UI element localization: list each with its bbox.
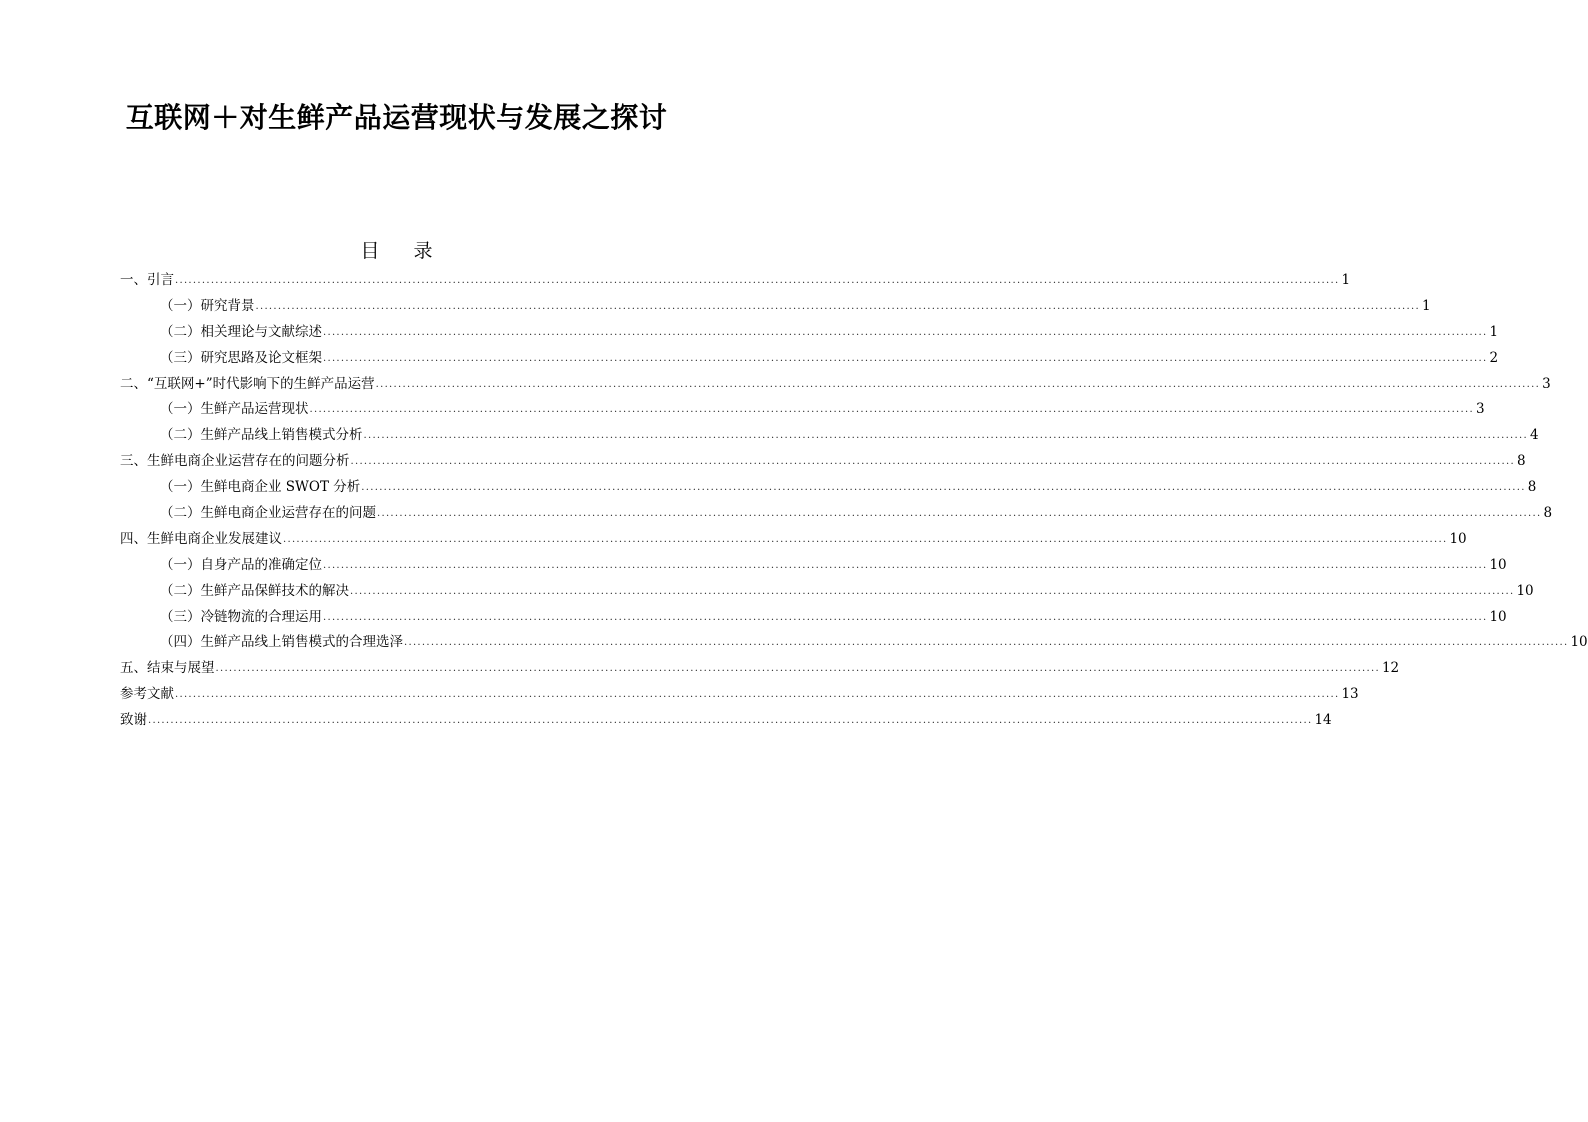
table-of-contents xyxy=(120,268,1588,734)
toc-entry-page: 10 xyxy=(1449,530,1467,547)
toc-entry[interactable] xyxy=(120,630,1588,656)
toc-entry-page: 14 xyxy=(1314,712,1332,729)
toc-entry-page: 3 xyxy=(1542,375,1551,392)
toc-entry[interactable] xyxy=(120,527,1467,553)
toc-dot-leader: .................................................................................................................................................................................................................................................................... xyxy=(404,637,1569,649)
toc-entry-page: 8 xyxy=(1527,479,1537,496)
toc-dot-leader: .................................................................................................................................................................................................................................................................... xyxy=(323,352,1488,364)
toc-entry-label: 研究背景 xyxy=(200,297,255,314)
toc-entry[interactable] xyxy=(120,579,1534,605)
toc-entry-number: （二） xyxy=(160,505,201,522)
toc-entry-page: 1 xyxy=(1341,272,1351,288)
toc-entry-number: 三、 xyxy=(120,453,147,470)
toc-entry-page: 2 xyxy=(1489,349,1499,366)
toc-entry-label: “互联网+”时代影响下的生鲜产品运营 xyxy=(147,375,375,392)
toc-entry-page: 3 xyxy=(1475,401,1485,418)
toc-entry-number: （二） xyxy=(160,427,201,444)
toc-entry-number: 二、 xyxy=(120,375,147,392)
toc-dot-leader: .................................................................................................................................................................................................................................................................... xyxy=(255,300,1420,312)
toc-entry-number: （一） xyxy=(160,401,201,418)
toc-entry-label: 自身产品的准确定位 xyxy=(200,556,322,573)
toc-entry[interactable] xyxy=(120,423,1539,449)
toc-entry[interactable] xyxy=(120,708,1332,734)
toc-entry[interactable] xyxy=(120,372,1551,398)
toc-entry[interactable] xyxy=(120,682,1359,708)
toc-dot-leader: .................................................................................................................................................................................................................................................................... xyxy=(323,326,1488,338)
toc-entry[interactable] xyxy=(120,294,1431,320)
toc-entry-label: 研究思路及论文框架 xyxy=(200,349,322,366)
toc-entry-page: 10 xyxy=(1489,608,1507,625)
toc-entry-number: 一、 xyxy=(120,272,147,288)
toc-dot-leader: .................................................................................................................................................................................................................................................................... xyxy=(361,482,1526,494)
toc-entry-page: 10 xyxy=(1489,556,1507,573)
toc-entry-page: 13 xyxy=(1341,686,1359,703)
toc-dot-leader: .................................................................................................................................................................................................................................................................... xyxy=(323,559,1488,571)
toc-entry[interactable] xyxy=(120,656,1400,682)
toc-entry[interactable] xyxy=(120,475,1537,501)
toc-entry-page: 8 xyxy=(1516,453,1526,470)
toc-entry-page: 12 xyxy=(1381,660,1400,677)
toc-entry-label: 生鲜电商企业 SWOT 分析 xyxy=(200,479,361,496)
toc-entry-label: 相关理论与文献综述 xyxy=(200,323,322,340)
toc-dot-leader: .................................................................................................................................................................................................................................................................... xyxy=(350,585,1515,597)
toc-dot-leader: .................................................................................................................................................................................................................................................................... xyxy=(175,689,1340,701)
toc-entry-number: （二） xyxy=(160,323,201,340)
toc-entry[interactable] xyxy=(120,346,1499,372)
toc-entry-label: 参考文献 xyxy=(120,686,174,703)
toc-entry[interactable] xyxy=(120,605,1507,631)
toc-entry-number: （一） xyxy=(160,556,201,573)
toc-entry-page: 10 xyxy=(1570,634,1588,651)
toc-entry-page: 1 xyxy=(1421,297,1431,314)
toc-dot-leader: .................................................................................................................................................................................................................................................................... xyxy=(363,430,1528,442)
toc-entry-number: （一） xyxy=(160,479,201,496)
toc-entry-number: （四） xyxy=(160,634,201,651)
document-title: 互联网＋对生鲜产品运营现状与发展之探讨 xyxy=(125,101,668,134)
toc-dot-leader: .................................................................................................................................................................................................................................................................... xyxy=(148,715,1313,727)
toc-entry-number: （三） xyxy=(160,608,201,625)
toc-dot-leader: .................................................................................................................................................................................................................................................................... xyxy=(175,275,1340,286)
toc-entry-page: 10 xyxy=(1516,582,1534,599)
toc-dot-leader: .................................................................................................................................................................................................................................................................... xyxy=(377,508,1542,520)
toc-heading: 目 录 xyxy=(360,240,447,262)
toc-entry[interactable] xyxy=(120,449,1526,475)
toc-entry-number: 五、 xyxy=(120,660,147,677)
toc-entry-page: 8 xyxy=(1543,505,1553,522)
toc-dot-leader: .................................................................................................................................................................................................................................................................... xyxy=(309,404,1474,416)
toc-entry-label: 生鲜电商企业运营存在的问题 xyxy=(200,505,376,522)
toc-dot-leader: .................................................................................................................................................................................................................................................................... xyxy=(283,533,1448,545)
toc-entry-label: 生鲜电商企业发展建议 xyxy=(147,530,282,547)
toc-entry[interactable] xyxy=(120,320,1499,346)
toc-entry-label: 生鲜电商企业运营存在的问题分析 xyxy=(147,453,350,470)
toc-entry-label: 生鲜产品运营现状 xyxy=(200,401,309,418)
toc-entry-label: 冷链物流的合理运用 xyxy=(200,608,322,625)
toc-dot-leader: .................................................................................................................................................................................................................................................................... xyxy=(323,611,1488,623)
toc-entry-label: 致谢 xyxy=(120,712,147,729)
toc-entry[interactable] xyxy=(120,268,1351,294)
toc-entry[interactable] xyxy=(120,501,1553,527)
toc-entry-number: （三） xyxy=(160,349,201,366)
toc-entry-label: 结束与展望 xyxy=(147,660,215,677)
toc-dot-leader: .................................................................................................................................................................................................................................................................... xyxy=(215,663,1380,675)
toc-entry-label: 生鲜产品线上销售模式分析 xyxy=(200,427,363,444)
toc-entry-number: （一） xyxy=(160,297,201,314)
toc-dot-leader: .................................................................................................................................................................................................................................................................... xyxy=(375,378,1541,390)
toc-entry-page: 4 xyxy=(1529,427,1539,444)
toc-entry-label: 生鲜产品线上销售模式的合理选泽 xyxy=(200,634,403,651)
toc-entry-label: 生鲜产品保鲜技术的解决 xyxy=(200,582,349,599)
toc-entry[interactable] xyxy=(120,397,1485,423)
toc-entry-number: （二） xyxy=(160,582,201,599)
toc-entry-label: 引言 xyxy=(147,272,174,288)
toc-entry[interactable] xyxy=(120,553,1507,579)
toc-dot-leader: .................................................................................................................................................................................................................................................................... xyxy=(350,456,1515,468)
toc-entry-number: 四、 xyxy=(120,530,147,547)
toc-entry-page: 1 xyxy=(1489,323,1499,340)
